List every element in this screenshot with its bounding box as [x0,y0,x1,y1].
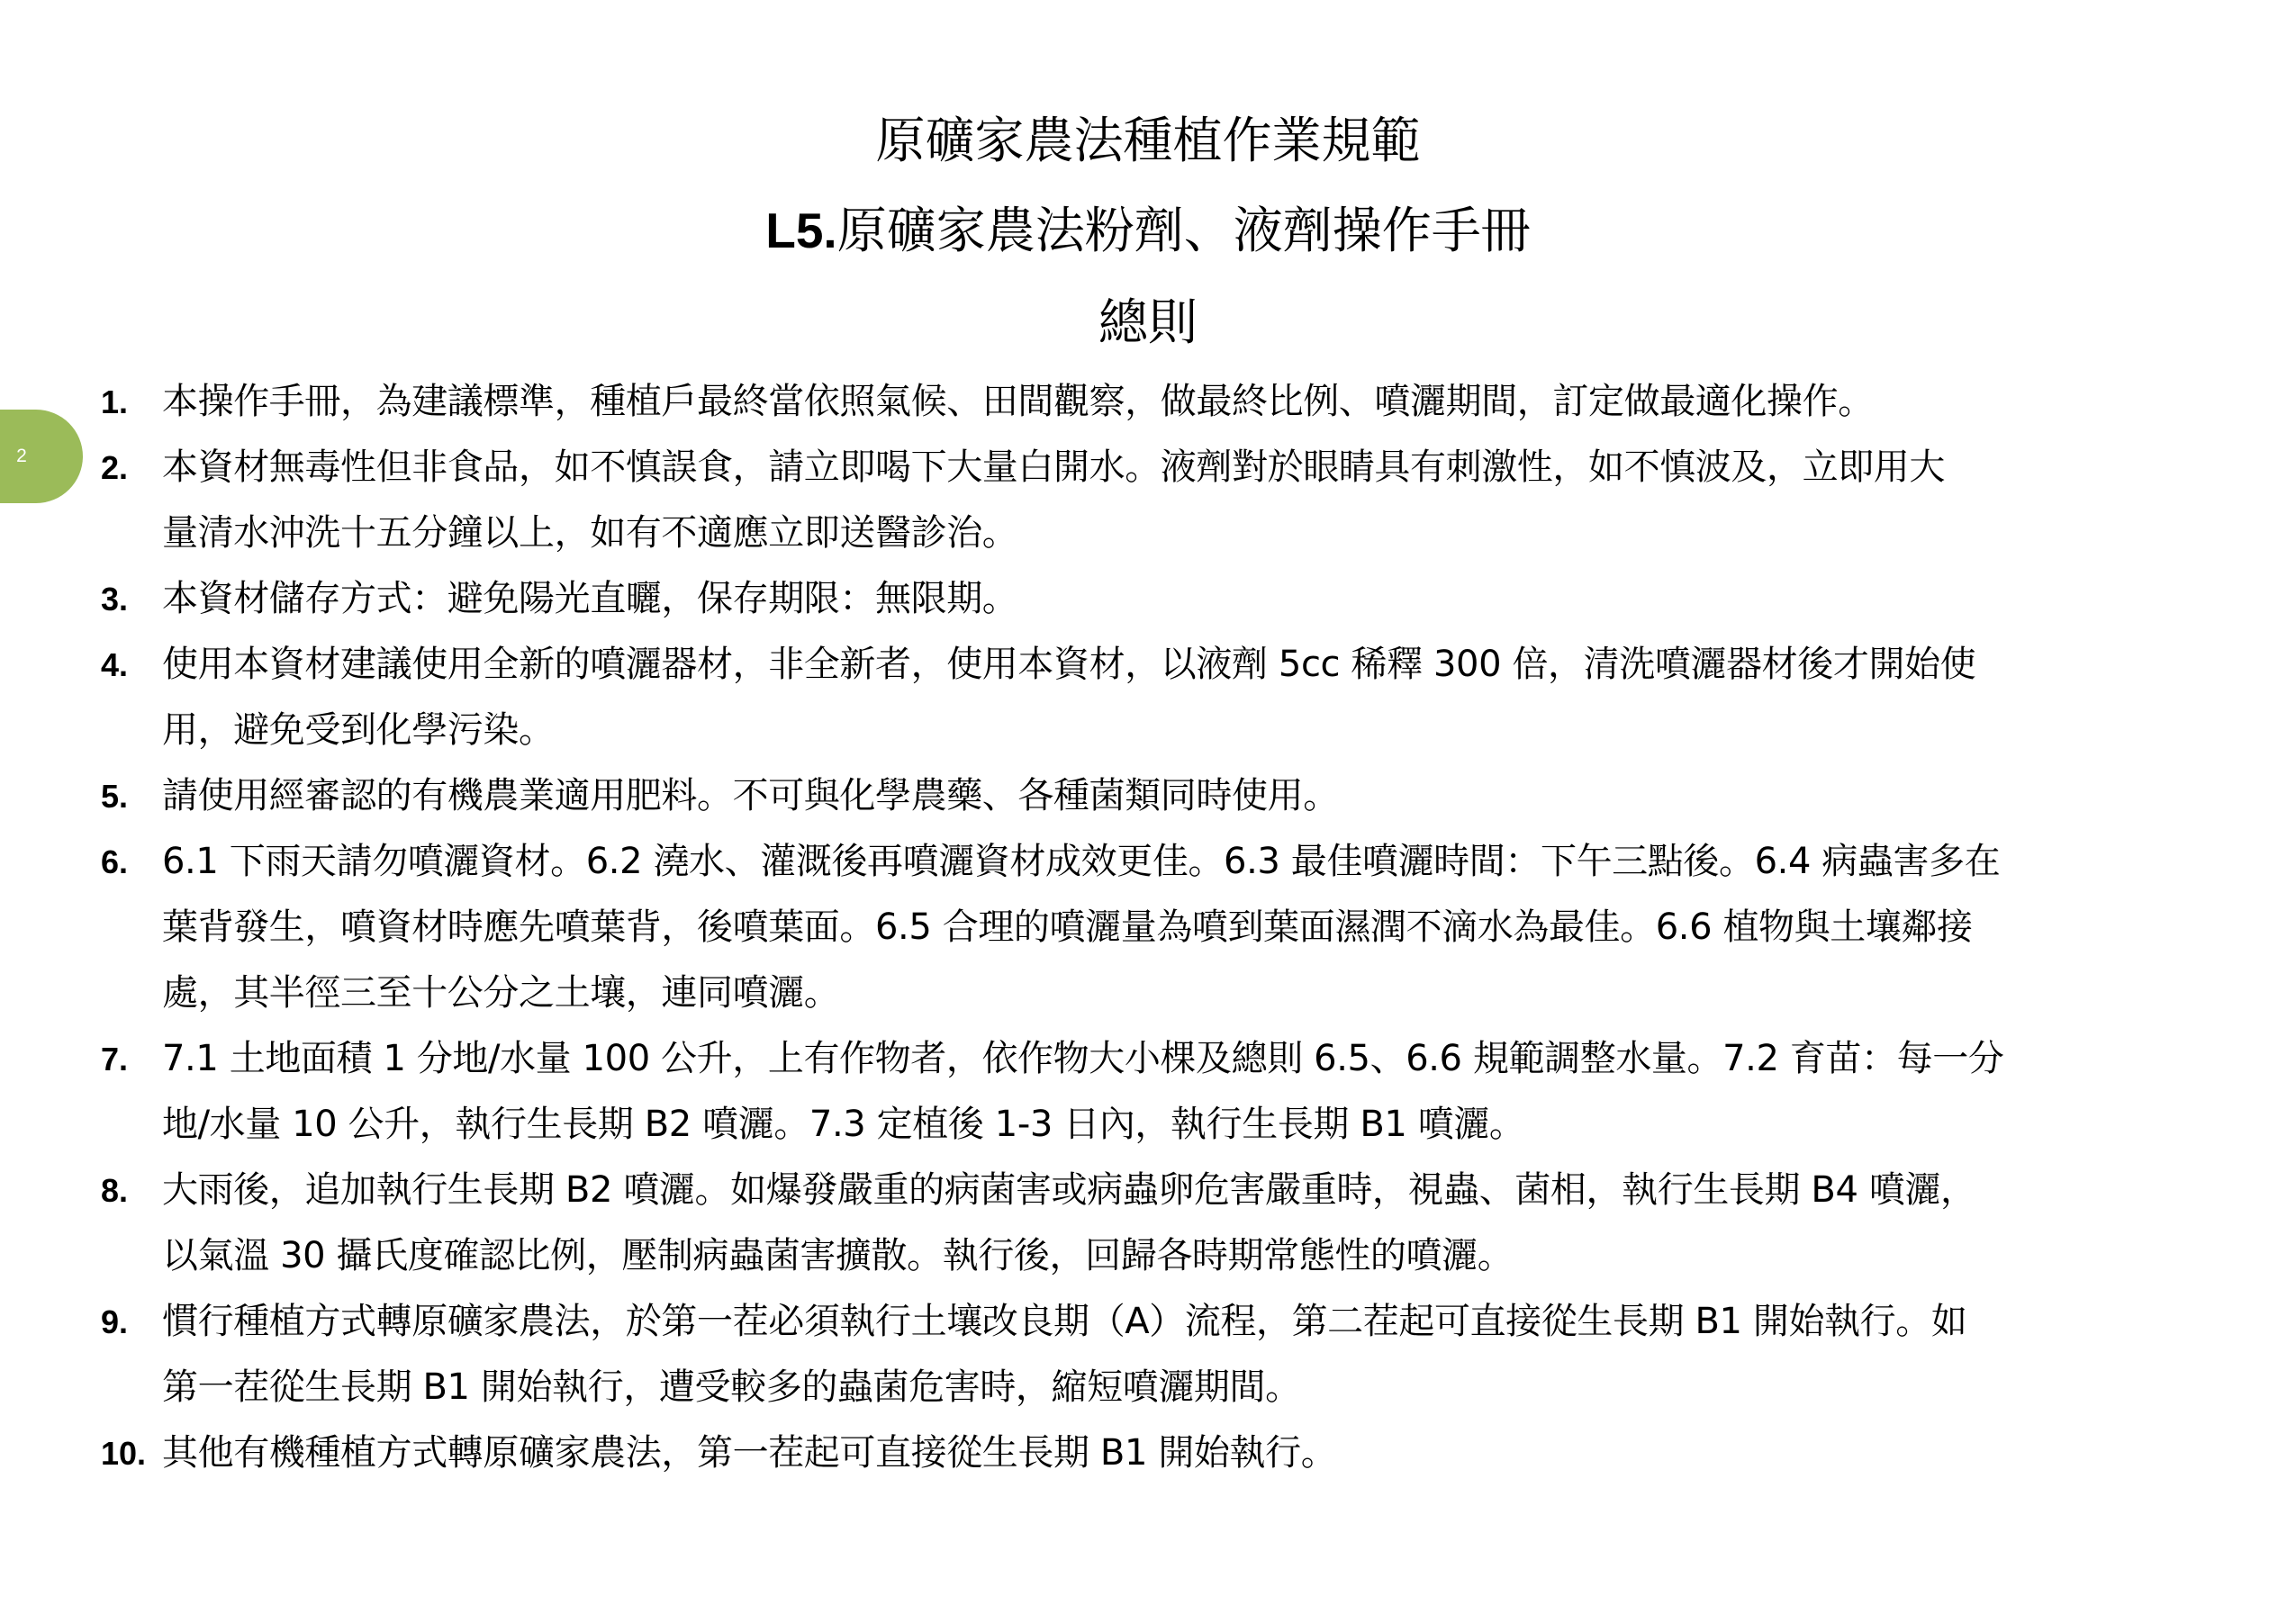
rule-text [162,763,2294,829]
rule-number: 7. [101,1041,129,1077]
rule-text [162,1026,2294,1158]
rule-line: 慣行種植方式轉原礦家農法，於第一茬必須執行土壤改良期（A）流程，第二茬起可直接從生長期 B1 開始執行。如 [162,1301,1967,1342]
page-number: 2 [16,446,27,466]
rule-number: 8. [101,1172,129,1209]
rule-line: 其他有機種植方式轉原礦家農法，第一茬起可直接從生長期 B1 開始執行。 [162,1432,1337,1474]
section-heading: 總則 [1098,293,1198,351]
subtitle-text: 原礦家農法粉劑、液劑操作手冊 [836,202,1531,259]
document-subtitle [0,191,2296,262]
rule-line: 本操作手冊，為建議標準，種植戶最終當依照氣候、田間觀察，做最終比例、噴灑期間，訂定做最適化操作。 [162,381,1874,422]
rule-text [162,566,2294,632]
rule-line: 大雨後，追加執行生長期 B2 噴灑。如爆發嚴重的病菌害或病蟲卵危害嚴重時，視蟲、菌相，執行生長期 B4 噴灑， [162,1169,1976,1211]
rule-number: 10. [101,1435,147,1472]
rule-text [162,1289,2294,1420]
rule-number: 6. [101,843,129,880]
rule-line: 本資材無毒性但非食品，如不慎誤食，請立即喝下大量白開水。液劑對於眼睛具有刺激性，如不慎波及，立即用大 [162,446,1945,488]
rule-text [162,1158,2294,1289]
rule-text [162,829,2294,1026]
rule-line: 7.1 土地面積 1 分地/水量 100 公升，上有作物者，依作物大小棵及總則 6.5、6.6 規範調整水量。7.2 育苗：每一分 [162,1038,2004,1079]
rule-line: 使用本資材建議使用全新的噴灑器材，非全新者，使用本資材，以液劑 5cc 稀釋 300 倍，清洗噴灑器材後才開始使 [162,644,1976,685]
rule-line: 量清水沖洗十五分鐘以上，如有不適應立即送醫診治。 [162,512,1018,554]
rule-line: 以氣溫 30 攝氏度確認比例，壓制病蟲菌害擴散。執行後，回歸各時期常態性的噴灑。 [162,1235,1514,1276]
rule-line: 第一茬從生長期 B1 開始執行，遭受較多的蟲菌危害時，縮短噴灑期間。 [162,1366,1301,1408]
rule-text [162,632,2294,763]
rule-number: 5. [101,778,129,815]
rule-line: 請使用經審認的有機農業適用肥料。不可與化學農藥、各種菌類同時使用。 [162,775,1339,816]
rule-number: 3. [101,581,129,618]
document-title: 原礦家農法種植作業規範 [875,112,1421,169]
rule-number: 9. [101,1303,129,1340]
rule-number: 1. [101,383,129,420]
rule-line: 用，避免受到化學污染。 [162,709,555,751]
rule-line: 本資材儲存方式：避免陽光直曬，保存期限：無限期。 [162,578,1018,619]
rule-line: 葉背發生，噴資材時應先噴葉背，後噴葉面。6.5 合理的噴灑量為噴到葉面濕潤不滴水為最佳。6.6 植物與土壤鄰接 [162,906,1973,948]
rule-line: 6.1 下雨天請勿噴灑資材。6.2 澆水、灌溉後再噴灑資材成效更佳。6.3 最佳噴灑時間：下午三點後。6.4 病蟲害多在 [162,841,2001,882]
rule-number: 2. [101,449,129,486]
rule-text [162,1420,2294,1486]
subtitle-code: L5. [765,203,837,258]
rule-text [162,369,2294,435]
rule-line: 處，其半徑三至十公分之土壤，連同噴灑。 [162,972,840,1014]
rule-number: 4. [101,646,129,683]
page-number-badge [0,410,83,503]
rule-text [162,435,2294,566]
rule-line: 地/水量 10 公升，執行生長期 B2 噴灑。7.3 定植後 1-3 日內，執行生長期 B1 噴灑。 [162,1104,1525,1145]
